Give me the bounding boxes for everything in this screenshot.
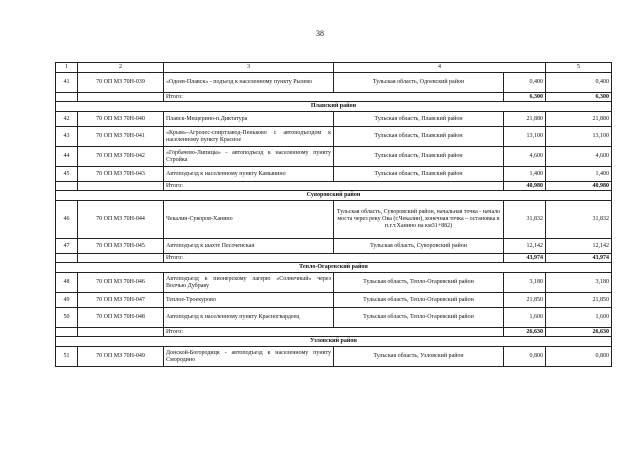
- subtotal-total: 26,630: [546, 328, 612, 337]
- road-name: «Одоев-Плавск» - подъезд к населенному пункту Рылево: [164, 73, 334, 93]
- road-name: Автоподъезд к пионерскому лагерю «Солнечный» через Волчью Дубраву: [164, 273, 334, 293]
- row-number: 48: [56, 273, 78, 293]
- road-location: Тульская область, Одоевский район: [334, 73, 504, 93]
- row-number: 46: [56, 201, 78, 239]
- subtotal-row: [56, 93, 612, 102]
- table-row: [56, 201, 612, 239]
- subtotal-length: 40,980: [504, 182, 546, 191]
- road-total: 21,850: [546, 293, 612, 308]
- row-number: 41: [56, 73, 78, 93]
- table-row: [56, 308, 612, 328]
- subtotal-length: 43,974: [504, 254, 546, 263]
- subtotal-label: Итого:: [164, 182, 504, 191]
- road-total: 0,400: [546, 73, 612, 93]
- road-name: Плавск-Мещерино-п.Диктатура: [164, 112, 334, 127]
- district-name: Плавский район: [56, 102, 612, 112]
- road-length: 31,832: [504, 201, 546, 239]
- road-name: Автоподъезд к шахте Песоченская: [164, 239, 334, 254]
- row-number: 51: [56, 347, 78, 367]
- table-row: [56, 147, 612, 167]
- row-number: 43: [56, 127, 78, 147]
- road-length: 3,180: [504, 273, 546, 293]
- road-location: Тульская область, Суворовский район: [334, 239, 504, 254]
- subtotal-label: Итого:: [164, 328, 504, 337]
- subtotal-total: 40,980: [546, 182, 612, 191]
- road-length: 0,800: [504, 347, 546, 367]
- row-number: 49: [56, 293, 78, 308]
- district-row: [56, 263, 612, 273]
- road-code: 70 ОП МЗ 70Н-042: [78, 147, 164, 167]
- road-name: «Крым»-Агролес-спиртзавод-Пеньково с автоподъездом к населенному пункту Красное: [164, 127, 334, 147]
- road-total: 13,100: [546, 127, 612, 147]
- road-code: 70 ОП МЗ 70Н-040: [78, 112, 164, 127]
- header-row: [56, 63, 612, 73]
- table-row: [56, 347, 612, 367]
- road-location: Тульская область, Плавский район: [334, 147, 504, 167]
- road-code: 70 ОП МЗ 70Н-039: [78, 73, 164, 93]
- row-number: 47: [56, 239, 78, 254]
- header-cell: 4: [334, 63, 546, 73]
- table-row: [56, 127, 612, 147]
- subtotal-row: [56, 254, 612, 263]
- subtotal-total: 43,974: [546, 254, 612, 263]
- road-total: 1,400: [546, 167, 612, 182]
- empty-cell: [56, 254, 78, 263]
- table-row: [56, 167, 612, 182]
- table-row: [56, 73, 612, 93]
- row-number: 44: [56, 147, 78, 167]
- road-length: 21,880: [504, 112, 546, 127]
- subtotal-row: [56, 328, 612, 337]
- road-name: Автоподъезд к населенному пункту Камынино: [164, 167, 334, 182]
- road-total: 12,142: [546, 239, 612, 254]
- road-code: 70 ОП МЗ 70Н-046: [78, 273, 164, 293]
- empty-cell: [78, 254, 164, 263]
- road-length: 21,850: [504, 293, 546, 308]
- road-name: Теплое-Троекурово: [164, 293, 334, 308]
- table-row: [56, 273, 612, 293]
- road-location: Тульская область, Суворовский район, начальная точка - начало моста через реку Ока (г.Чекалин), конечная точка – остановка в п.г.т.Ханино на км31+882): [334, 201, 504, 239]
- road-total: 3,180: [546, 273, 612, 293]
- header-cell: 2: [78, 63, 164, 73]
- road-name: Донской-Богородицк - автоподъезд к населенному пункту Смородино: [164, 347, 334, 367]
- header-cell: 1: [56, 63, 78, 73]
- row-number: 42: [56, 112, 78, 127]
- road-location: Тульская область, Плавский район: [334, 167, 504, 182]
- row-number: 50: [56, 308, 78, 328]
- road-location: Тульская область, Тепло-Огаревский район: [334, 273, 504, 293]
- road-total: 0,800: [546, 347, 612, 367]
- road-code: 70 ОП МЗ 70Н-041: [78, 127, 164, 147]
- road-code: 70 ОП МЗ 70Н-049: [78, 347, 164, 367]
- road-code: 70 ОП МЗ 70Н-043: [78, 167, 164, 182]
- road-location: Тульская область, Узловский район: [334, 347, 504, 367]
- table-row: [56, 293, 612, 308]
- header-cell: 5: [546, 63, 612, 73]
- empty-cell: [56, 182, 78, 191]
- road-length: 1,400: [504, 167, 546, 182]
- road-code: 70 ОП МЗ 70Н-044: [78, 201, 164, 239]
- table-row: [56, 239, 612, 254]
- row-number: 45: [56, 167, 78, 182]
- district-row: [56, 102, 612, 112]
- road-code: 70 ОП МЗ 70Н-048: [78, 308, 164, 328]
- empty-cell: [56, 328, 78, 337]
- road-length: 12,142: [504, 239, 546, 254]
- road-location: Тульская область, Плавский район: [334, 112, 504, 127]
- empty-cell: [78, 182, 164, 191]
- subtotal-label: Итого:: [164, 254, 504, 263]
- district-row: [56, 191, 612, 201]
- road-name: «Горбачево-Липицы» - автоподъезд к населенному пункту Стройка: [164, 147, 334, 167]
- district-name: Суворовский район: [56, 191, 612, 201]
- subtotal-total: 6,300: [546, 93, 612, 102]
- district-row: [56, 337, 612, 347]
- road-code: 70 ОП МЗ 70Н-047: [78, 293, 164, 308]
- page-number: 38: [316, 29, 324, 38]
- district-name: Тепло-Огаревский район: [56, 263, 612, 273]
- road-total: 31,832: [546, 201, 612, 239]
- road-location: Тульская область, Плавский район: [334, 127, 504, 147]
- subtotal-length: 26,630: [504, 328, 546, 337]
- road-location: Тульская область, Тепло-Огаревский район: [334, 293, 504, 308]
- empty-cell: [56, 93, 78, 102]
- roads-table: [55, 62, 612, 367]
- road-name: Автоподъезд к населенному пункту Красногвардеец: [164, 308, 334, 328]
- road-length: 0,400: [504, 73, 546, 93]
- table-row: [56, 112, 612, 127]
- district-name: Узловский район: [56, 337, 612, 347]
- header-cell: 3: [164, 63, 334, 73]
- subtotal-row: [56, 182, 612, 191]
- road-location: Тульская область, Тепло-Огаревский район: [334, 308, 504, 328]
- empty-cell: [78, 328, 164, 337]
- empty-cell: [78, 93, 164, 102]
- road-total: 1,600: [546, 308, 612, 328]
- subtotal-label: Итого:: [164, 93, 504, 102]
- road-length: 4,600: [504, 147, 546, 167]
- road-total: 4,600: [546, 147, 612, 167]
- road-code: 70 ОП МЗ 70Н-045: [78, 239, 164, 254]
- road-length: 13,100: [504, 127, 546, 147]
- road-length: 1,600: [504, 308, 546, 328]
- road-name: Чекалин-Суворов-Ханино: [164, 201, 334, 239]
- subtotal-length: 6,300: [504, 93, 546, 102]
- road-total: 21,880: [546, 112, 612, 127]
